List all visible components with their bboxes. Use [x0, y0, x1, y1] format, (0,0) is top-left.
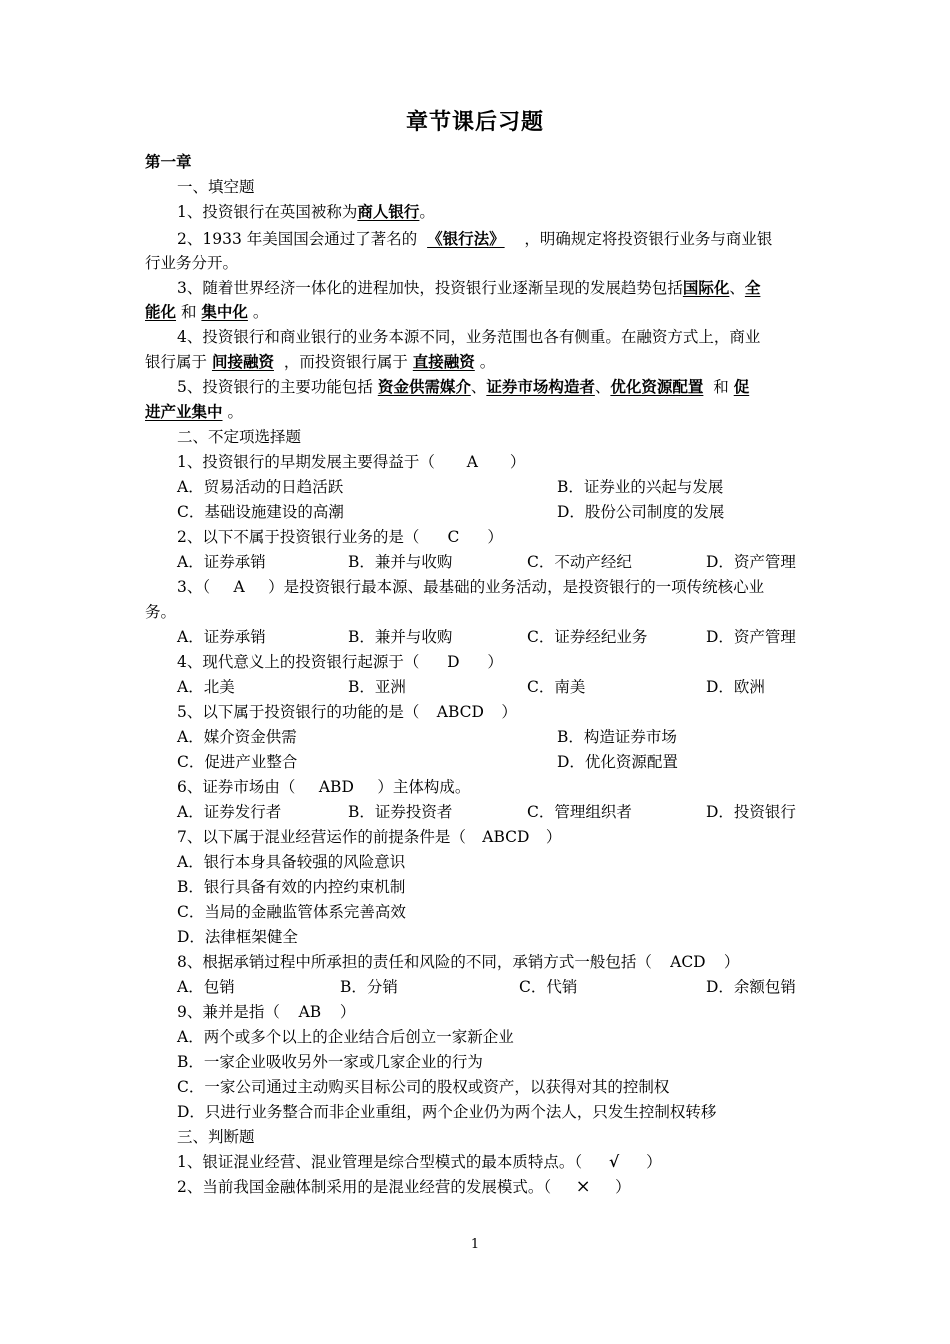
question-text: 1、银证混业经营、混业管理是综合型模式的最本质特点。（ — [177, 1153, 583, 1171]
option: C．管理组织者 — [527, 803, 632, 821]
question-text: 6、证券市场由（ — [177, 778, 296, 796]
option: D．股份公司制度的发展 — [557, 503, 725, 521]
question-text: ） — [646, 1153, 662, 1171]
question-text: ） — [509, 453, 526, 471]
fill-question-4: 4、投资银行和商业银行的业务本源不同，业务范围也各有侧重。在融资方式上，商业 — [177, 328, 761, 346]
option: A．证券承销 — [177, 628, 266, 646]
option: A．贸易活动的日趋活跃 — [177, 478, 344, 496]
option: B．证券业的兴起与发展 — [557, 478, 724, 496]
answer: AB — [298, 1003, 322, 1021]
answer: A — [233, 578, 245, 596]
answer: 直接融资 — [412, 352, 475, 371]
choice-question-7 — [177, 827, 561, 847]
choice-question-4 — [177, 652, 503, 672]
option: A．证券发行者 — [177, 803, 282, 821]
question-continuation: 行业务分开。 — [145, 254, 239, 272]
question-text: 8、根据承销过程中所承担的责任和风险的不同，承销方式一般包括（ — [177, 953, 652, 971]
question-text: 、 — [470, 378, 487, 396]
option: B．一家企业吸收另外一家或几家企业的行为 — [177, 1053, 483, 1071]
option: B．银行具备有效的内控约束机制 — [177, 878, 406, 896]
option: D．欧洲 — [706, 678, 765, 696]
option: B．分销 — [340, 978, 398, 996]
choice-question-6 — [177, 777, 470, 797]
question-text: 。 — [419, 203, 435, 221]
option: B．证券投资者 — [348, 803, 453, 821]
answer: ABCD — [482, 828, 530, 846]
question-text: 7、以下属于混业经营运作的前提条件是（ — [177, 828, 466, 846]
option: D．优化资源配置 — [557, 753, 678, 771]
question-text: ） — [501, 703, 517, 721]
judge-question-2 — [177, 1177, 631, 1197]
option: D．只进行业务整合而非企业重组，两个企业仍为两个法人，只发生控制权转移 — [177, 1103, 717, 1121]
question-text: 5、以下属于投资银行的功能的是（ — [177, 703, 420, 721]
option: C．当局的金融监管体系完善高效 — [177, 903, 406, 921]
question-text: ）主体构成。 — [377, 778, 471, 796]
answer: C — [447, 528, 460, 546]
question-continuation: 务。 — [145, 603, 177, 621]
question-text: 、 — [594, 378, 611, 396]
question-continuation — [145, 402, 243, 422]
question-text: 和 — [713, 378, 729, 396]
fill-question-3 — [177, 278, 760, 298]
answer: 间接融资 — [211, 352, 274, 371]
option: C．促进产业整合 — [177, 753, 298, 771]
question-text: ） — [615, 1178, 631, 1196]
question-text: ，而投资银行属于 — [283, 353, 408, 371]
answer: 集中化 — [201, 302, 248, 321]
option: B．兼并与收购 — [348, 628, 453, 646]
question-text: ） — [723, 953, 740, 971]
question-continuation — [145, 352, 495, 372]
answer: × — [575, 1176, 591, 1197]
answer: A — [466, 453, 478, 471]
question-text: 4、现代意义上的投资银行起源于（ — [177, 653, 420, 671]
page-number: 1 — [470, 1237, 480, 1252]
question-text: 3、（ — [177, 578, 211, 596]
answer: 促 — [733, 377, 750, 396]
choice-question-8 — [177, 952, 739, 972]
option: D．资产管理 — [706, 553, 796, 571]
option: C．代销 — [519, 978, 578, 996]
option: A．北美 — [177, 678, 235, 696]
question-text: 3、随着世界经济一体化的进程加快，投资银行业逐渐呈现的发展趋势包括 — [177, 279, 683, 297]
option: C．证券经纪业务 — [527, 628, 648, 646]
answer: 《银行法》 — [427, 229, 505, 248]
answer: 证券市场构造者 — [486, 377, 595, 396]
chapter-heading: 第一章 — [145, 152, 192, 171]
option: A．两个或多个以上的企业结合后创立一家新企业 — [177, 1028, 514, 1046]
choice-question-1 — [177, 452, 525, 472]
option: B．亚洲 — [348, 678, 406, 696]
question-text: 和 — [180, 303, 197, 321]
question-text: 、 — [729, 279, 745, 297]
question-text: 。 — [479, 353, 496, 371]
question-text: 2、以下不属于投资银行业务的是（ — [177, 528, 420, 546]
fill-question-2 — [177, 229, 772, 249]
option: D．法律框架健全 — [177, 928, 298, 946]
question-text: 1、投资银行在英国被称为 — [177, 203, 358, 221]
section-heading: 二、不定项选择题 — [177, 428, 302, 446]
section-heading: 三、判断题 — [177, 1128, 255, 1146]
answer: 国际化 — [682, 278, 730, 297]
answer: 商人银行 — [357, 202, 420, 221]
option: A．证券承销 — [177, 553, 266, 571]
option: C．基础设施建设的高潮 — [177, 503, 344, 521]
option: B．兼并与收购 — [348, 553, 453, 571]
question-text: ）是投资银行最本源、最基础的业务活动，是投资银行的一项传统核心业 — [268, 578, 765, 596]
choice-question-5 — [177, 702, 517, 722]
question-text: 2、当前我国金融体制采用的是混业经营的发展模式。（ — [177, 1178, 552, 1196]
option: C．不动产经纪 — [527, 553, 632, 571]
answer: ACD — [670, 953, 706, 971]
question-text: 银行属于 — [145, 353, 208, 371]
question-text: ） — [545, 828, 562, 846]
answer: ABD — [318, 778, 354, 796]
question-text: ） — [487, 653, 503, 671]
answer: 能化 — [145, 302, 177, 321]
fill-question-1 — [177, 202, 435, 222]
answer: 资金供需媒介 — [377, 377, 471, 396]
option: D．资产管理 — [706, 628, 796, 646]
answer: 优化资源配置 — [610, 377, 704, 396]
option: D．投资银行 — [706, 803, 796, 821]
choice-question-2 — [177, 527, 503, 547]
question-continuation — [145, 302, 268, 322]
question-text: 。 — [252, 303, 269, 321]
option: A．银行本身具备较强的风险意识 — [177, 853, 406, 871]
question-text: ） — [487, 528, 503, 546]
answer: D — [447, 653, 460, 671]
question-text: 5、投资银行的主要功能包括 — [177, 378, 373, 396]
option: C．南美 — [527, 678, 586, 696]
question-text: 。 — [227, 403, 243, 421]
section-heading: 一、填空题 — [177, 178, 255, 196]
question-text: ，明确规定将投资银行业务与商业银 — [524, 230, 773, 248]
question-text: 9、兼并是指（ — [177, 1003, 280, 1021]
judge-question-1 — [177, 1152, 662, 1172]
answer: √ — [609, 1152, 620, 1171]
fill-question-5 — [177, 377, 749, 397]
question-text: ） — [339, 1003, 356, 1021]
choice-question-9 — [177, 1002, 355, 1022]
option: A．媒介资金供需 — [177, 728, 297, 746]
option: B．构造证券市场 — [557, 728, 677, 746]
answer: 进产业集中 — [145, 402, 223, 421]
page-title: 章节课后习题 — [405, 109, 544, 135]
answer: 全 — [744, 278, 761, 297]
option: D．余额包销 — [706, 978, 796, 996]
option: C．一家公司通过主动购买目标公司的股权或资产，以获得对其的控制权 — [177, 1078, 670, 1096]
answer: ABCD — [436, 703, 484, 721]
choice-question-3 — [177, 577, 764, 597]
question-text: 2、1933 年美国国会通过了著名的 — [177, 230, 418, 248]
option: A．包销 — [177, 978, 235, 996]
question-text: 1、投资银行的早期发展主要得益于（ — [177, 453, 435, 471]
